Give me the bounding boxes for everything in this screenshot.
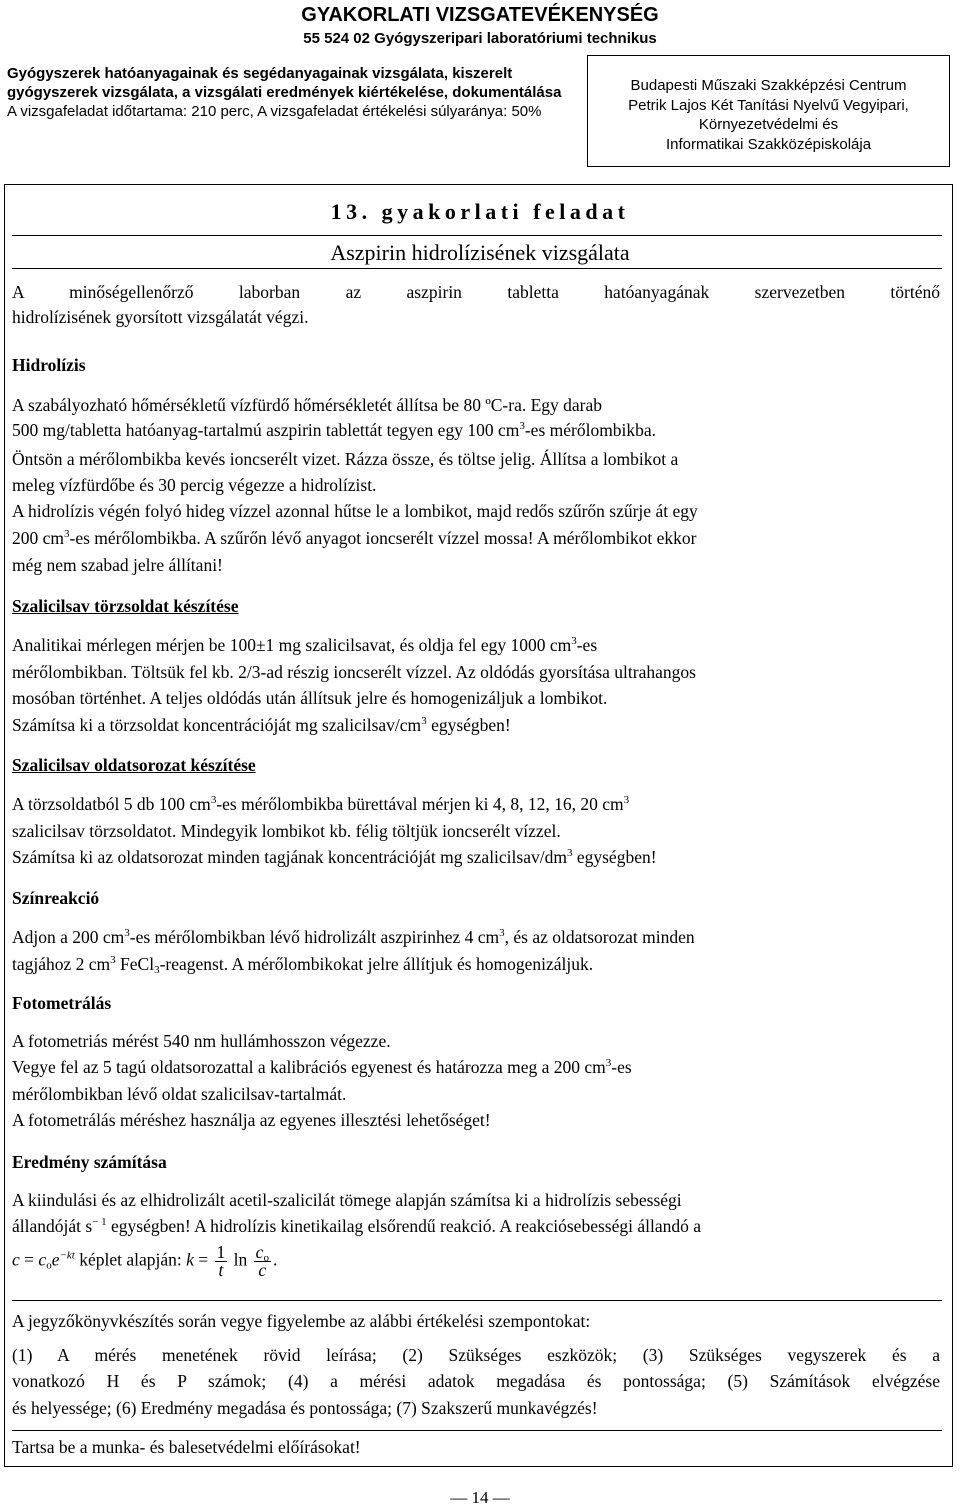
header-task-info (7, 64, 587, 121)
paragraph-line: vonatkozó H és P számok; (4) a mérési adatok megadása és pontossága; (5) Számítások elvégzése (12, 1371, 940, 1391)
paragraph-line: mérőlombikban. Töltsük fel kb. 2/3-ad részig ioncserélt vízzel. Az oldódás gyorsítása ultrahangos (12, 662, 696, 682)
paragraph-line: mérőlombikban lévő oldat szalicilsav-tartalmát. (12, 1084, 347, 1104)
rate-constant-formula: $c = c_oe^{-kt}$ képlet alapján: k = $\frac{1}{t}$ ln $\frac{c_o}{c}$ . (12, 1242, 278, 1280)
intro-text: A minőségellenőrző laborban az aszpirin tabletta hatóanyagának szervezetben történő (12, 282, 940, 302)
paragraph-line: meleg vízfürdőbe és 30 percig végezze a hidrolízist. (12, 475, 377, 495)
qualification-line: 55 524 02 Gyógyszeripari laboratóriumi technikus (303, 30, 657, 47)
paragraph-line: mosóban történhet. A teljes oldódás után állítsuk jelre és homogenizáljuk a lombikot. (12, 688, 608, 708)
paragraph-line: állandóját $s^{- 1}$ egységben! A hidrolízis kinetikailag elsőrendű reakció. A reakciósebességi állandó a (12, 1216, 701, 1236)
paragraph-line: Vegye fel az 5 tagú oldatsorozattal a kalibrációs egyenest és határozza meg a 200 $cm^3-es$ (12, 1057, 632, 1077)
safety-divider (12, 1430, 942, 1431)
duration-line: A vizsgafeladat időtartama: 210 perc, A vizsgafeladat értékelési súlyaránya: 50% (7, 103, 542, 120)
fraction-co-over-c: $\frac{c_o}{c}$ (255, 1242, 269, 1280)
paragraph-line: és helyessége; (6) Eredmény megadása és pontossága; (7) Szakszerű munkavégzés! (12, 1398, 598, 1418)
section-heading-result: Eredmény számítása (12, 1152, 167, 1172)
paragraph-line: A fotometrálás méréshez használja az egyenes illesztési lehetőséget! (12, 1110, 491, 1130)
subtitle-divider (12, 268, 942, 269)
paragraph-line: Öntsön a mérőlombikba kevés ioncserélt vizet. Rázza össze, és töltse jelig. Állítsa a lombikot a (12, 449, 679, 469)
report-divider (12, 1300, 942, 1301)
paragraph-line: (1) A mérés menetének rövid leírása; (2) Szükséges eszközök; (3) Szükséges vegyszerek és a (12, 1345, 940, 1365)
paragraph-line: A jegyzőkönyvkészítés során vegye figyelembe az alábbi értékelési szempontokat: (12, 1311, 591, 1331)
paragraph-line: Adjon a 200 $cm^3-es$ mérőlombikban lévő hidrolizált aszpirinhez 4 $cm^3$, és az oldatsorozat minden (12, 927, 695, 947)
fraction-one-over-t: $\frac{1}{t}$ (216, 1242, 226, 1280)
paragraph-line: 200 $cm^3-es$ mérőlombikba. A szűrőn lévő anyagot ioncserélt vízzel mossa! A mérőlombikot ekkor (12, 528, 697, 548)
section-heading-series: Szalicilsav oldatsorozat készítése (12, 755, 256, 775)
paragraph-line: A törzsoldatból 5 db 100 $cm^3-es$ mérőlombikba bürettával mérjen ki 4, 8, 12, 16, 20 $cm^3$ (12, 794, 630, 814)
school-line: Környezetvédelmi és (698, 116, 839, 133)
school-line: Informatikai Szakközépiskolája (665, 135, 872, 153)
task-subtitle: Aszpirin hidrolízisének vizsgálata (330, 240, 630, 265)
safety-note: Tartsa be a munka- és balesetvédelmi előírásokat! (12, 1437, 361, 1457)
paragraph-line: A fotometriás mérést 540 nm hullámhosszon végezze. (12, 1031, 391, 1051)
paragraph-line: Analitikai mérlegen mérjen be 100±1 mg szalicilsavat, és oldja fel egy 1000 $cm^3-es$ (12, 635, 598, 655)
paragraph-line: tagjához 2 $cm^3$ FeCl$_3$-reagenst. A mérőlombikokat jelre állítjuk és homogenizáljuk. (12, 954, 594, 976)
task-title: 13. gyakorlati feladat (330, 199, 630, 224)
section-heading-hydrolysis: Hidrolízis (12, 355, 86, 375)
school-line: Budapesti Műszaki Szakképzési Centrum (630, 77, 907, 94)
paragraph-line: A kiindulási és az elhidrolizált acetil-szalicilát tömege alapján számítsa ki a hidrolízis sebességi (12, 1190, 682, 1210)
section-heading-stock: Szalicilsav törzsoldat készítése (12, 596, 239, 616)
intro-text: hidrolízisének gyorsított vizsgálatát végzi. (12, 307, 309, 327)
paragraph-line: A szabályozható hőmérsékletű vízfürdő hőmérsékletét állítsa be 80 ºC-ra. Egy darab (12, 395, 603, 415)
section-heading-photometry: Fotometrálás (12, 993, 112, 1013)
task-area: Gyógyszerek hatóanyagainak és segédanyagainak vizsgálata, kiszerelt gyógyszerek vizsgálata, a vizsgálati eredmények kiértékelése, dokumentálása (7, 65, 562, 101)
school-box (587, 55, 950, 167)
paragraph-line: 500 mg/tabletta hatóanyag-tartalmú aszpirin tablettát tegyen egy 100 $cm^3-es$ mérőlombikba. (12, 420, 657, 440)
paragraph-line: Számítsa ki a törzsoldat koncentrációját mg szalicilsav/$cm^3$ egységben! (12, 715, 511, 735)
paragraph-line: A hidrolízis végén folyó hideg vízzel azonnal hűtse le a lombikot, majd redős szűrőn szűrje át egy (12, 501, 698, 521)
school-line: Petrik Lajos Két Tanítási Nyelvű Vegyipari, (628, 96, 909, 114)
paragraph-line: még nem szabad jelre állítani! (12, 555, 223, 575)
paragraph-line: Számítsa ki az oldatsorozat minden tagjának koncentrációját mg szalicilsav/$dm^3$ egységben! (12, 847, 657, 867)
title-divider (12, 235, 942, 236)
page-number: — 14 — (450, 1488, 510, 1507)
section-heading-color-reaction: Színreakció (12, 888, 100, 908)
exam-title: GYAKORLATI VIZSGATEVÉKENYSÉG (301, 4, 659, 26)
paragraph-line: szalicilsav törzsoldatot. Mindegyik lombikot kb. félig töltjük ioncserélt vízzel. (12, 821, 561, 841)
